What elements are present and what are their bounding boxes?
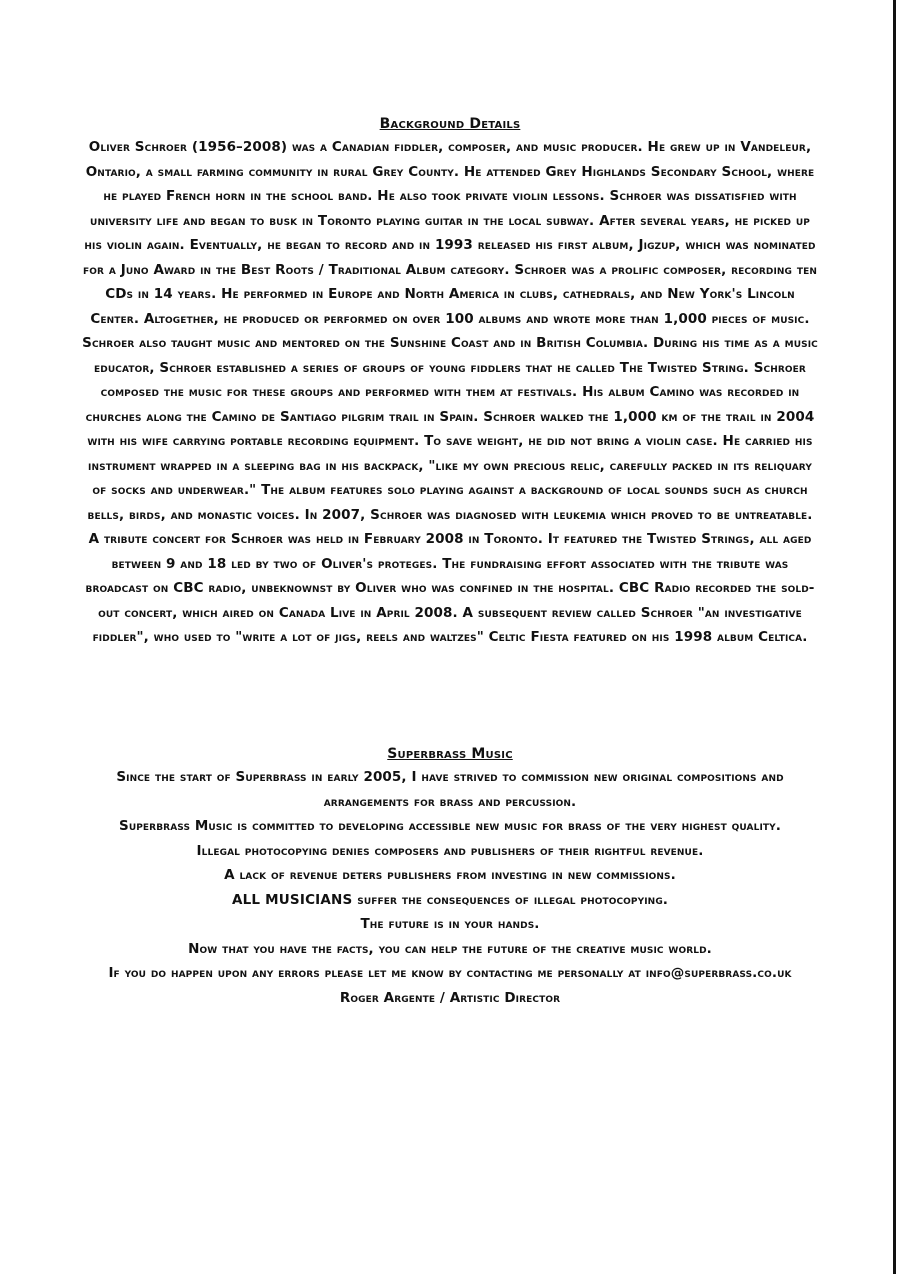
- superbrass-line: A lack of revenue deters publishers from investing in new commissions.: [224, 867, 676, 883]
- musicians-rest: suffer the consequences of illegal photocopying.: [352, 891, 669, 908]
- superbrass-line: Now that you have the facts, you can help the future of the creative music world.: [188, 940, 712, 957]
- superbrass-line: Illegal photocopying denies composers and publishers of their rightful revenue.: [196, 842, 704, 859]
- superbrass-music-section: [82, 746, 818, 1010]
- background-details-heading: Background Details: [379, 116, 521, 132]
- background-details-body: Oliver Schroer (1956–2008) was a Canadian fiddler, composer, and music producer. He grew up in Vandeleur, Ontario, a small farming community in rural Grey County. He attended Grey Highlands Secondary School, where he played French horn in the school band. He also took private violin lessons. Schroer was dissatisfied with university life and began to busk in Toronto playing guitar in the local subway. After several years, he picked up his violin again. Eventually, he began to record and in 1993 released his first album, Jigzup, which was nominated for a Juno Award in the Best Roots / Traditional Album category. Schroer was a prolific composer, recording ten CDs in 14 years. He performed in Europe and North America in clubs, cathedrals, and New York's Lincoln Center. Altogether, he produced or performed on over 100 albums and wrote more than 1,000 pieces of music. Schroer also taught music and mentored on the Sunshine Coast and in British Columbia. During his time as a music educator, Schroer established a series of groups of young fiddlers that he called The Twisted String. Schroer composed the music for these groups and performed with them at festivals. His album Camino was recorded in churches along the Camino de Santiago pilgrim trail in Spain. Schroer walked the 1,000 km of the trail in 2004 with his wife carrying portable recording equipment. To save weight, he did not bring a violin case. He carried his instrument wrapped in a sleeping bag in his backpack, "like my own precious relic, carefully packed in its reliquary of socks and underwear." The album features solo playing against a background of local sounds such as church bells, birds, and monastic voices. In 2007, Schroer was diagnosed with leukemia which proved to be untreatable. A tribute concert for Schroer was held in February 2008 in Toronto. It featured the Twisted Strings, all aged between 9 and 18 led by two of Oliver's proteges. The fundraising effort associated with the tribute was broadcast on CBC radio, unbeknownst by Oliver who was confined in the hospital. CBC Radio recorded the sold-out concert, which aired on Canada Live in April 2008. A subsequent review called Schroer "an investigative fiddler", who used to "write a lot of jigs, reels and waltzes" Celtic Fiesta featured on his 1998 album Celtica.: [82, 139, 818, 645]
- signature-line: Roger Argente / Artistic Director: [339, 989, 561, 1006]
- musicians-caps: ALL MUSICIANS: [231, 891, 353, 908]
- contact-line: If you do happen upon any errors please let me know by contacting me personally at info@superbrass.co.uk: [108, 965, 792, 981]
- superbrass-line: Superbrass Music is committed to developing accessible new music for brass of the very highest quality.: [119, 818, 781, 834]
- background-details-section: [82, 116, 818, 650]
- superbrass-line: Since the start of Superbrass in early 2005, I have strived to commission new original compositions and arrangements for brass and percussion.: [116, 769, 784, 810]
- superbrass-music-heading: Superbrass Music: [387, 746, 513, 762]
- superbrass-line: The future is in your hands.: [360, 916, 540, 932]
- musicians-line: [82, 888, 818, 913]
